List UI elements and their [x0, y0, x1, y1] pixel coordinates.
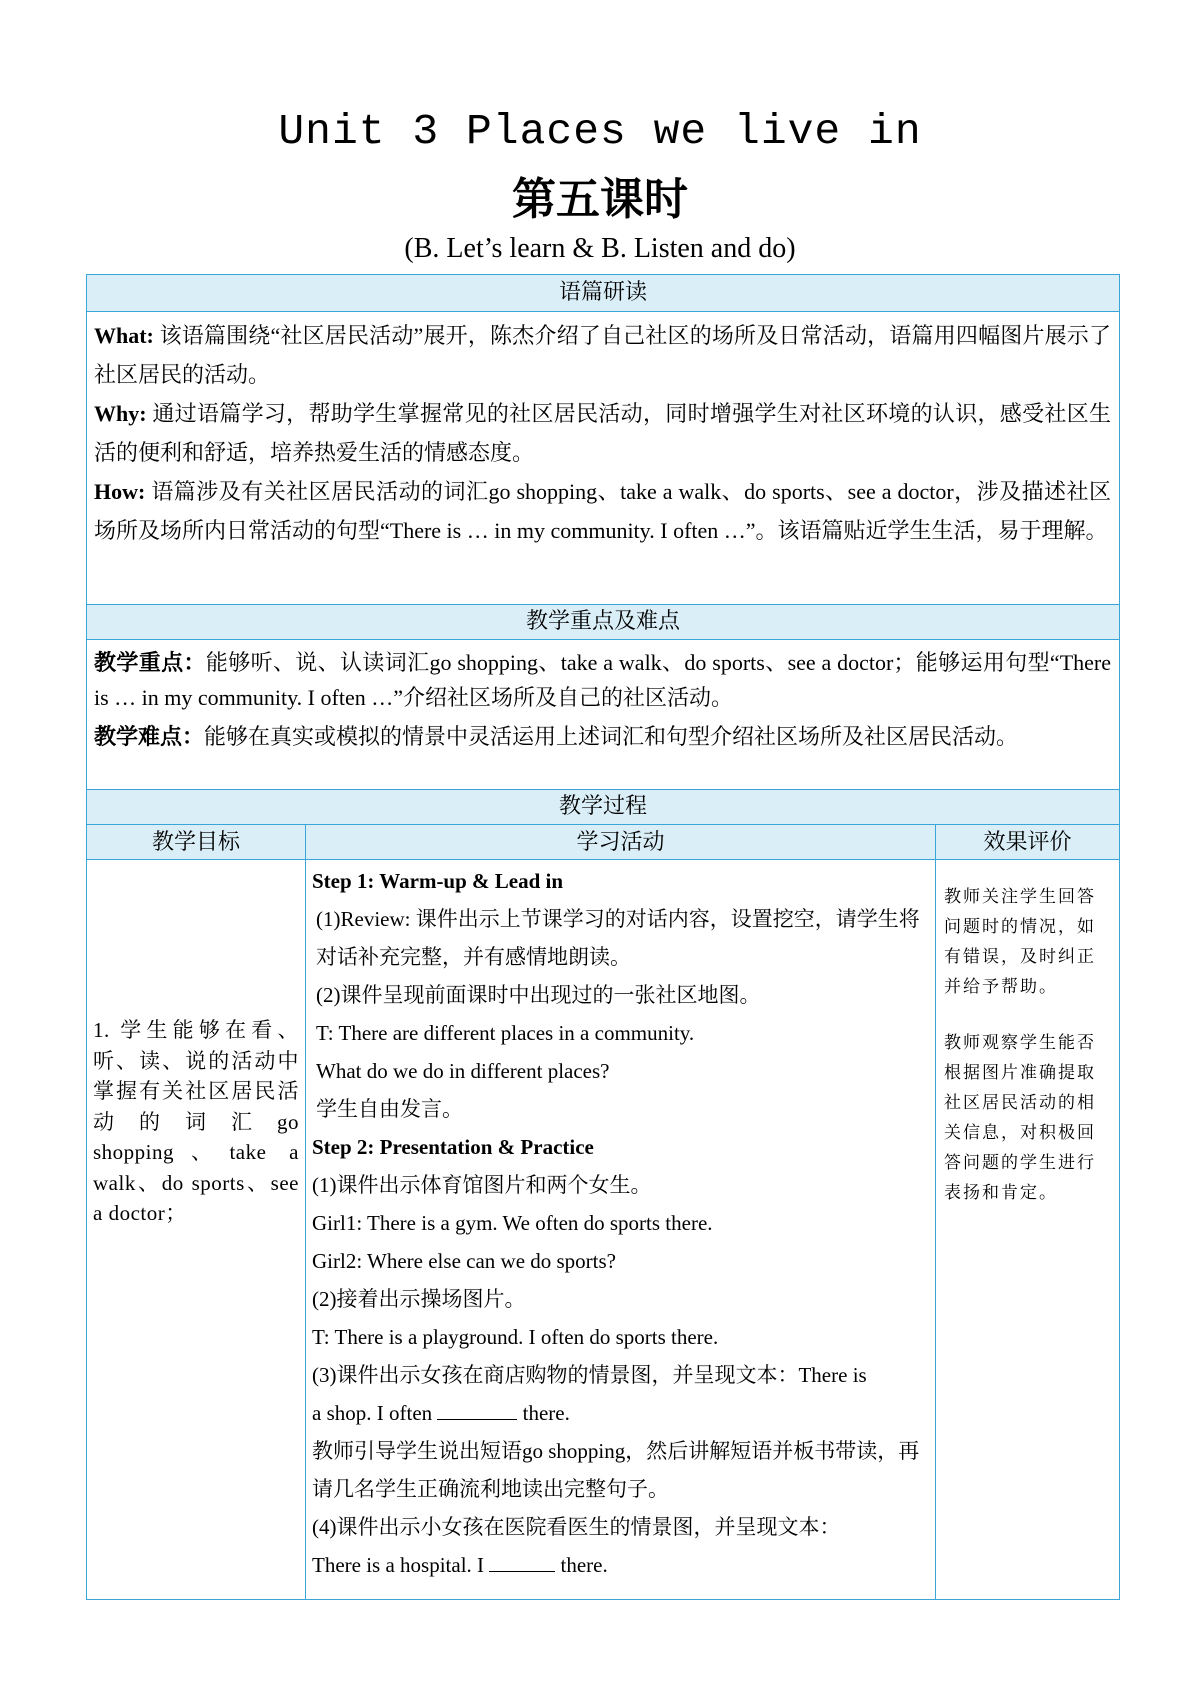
step2-title: Step 2: Presentation & Practice [312, 1135, 594, 1159]
step2-item-9-start: There is a hospital. I [312, 1553, 485, 1577]
step1-item-5: 学生自由发言。 [316, 1097, 463, 1121]
difficulty-label: 教学难点： [94, 724, 205, 749]
focus-header: 教学重点及难点 [87, 605, 1119, 640]
eval-column [936, 825, 1119, 1599]
reading-section [87, 312, 1119, 605]
why-paragraph [94, 394, 1111, 472]
eval-column-header: 效果评价 [936, 825, 1119, 860]
lesson-subtitle: (B. Let’s learn & B. Listen and do) [404, 233, 796, 264]
difficulty-paragraph [94, 719, 1111, 754]
activity-content [312, 862, 929, 1584]
step2-item-3: Girl2: Where else can we do sports? [312, 1249, 617, 1273]
step1-item-2: (2)课件呈现前面课时中出现过的一张社区地图。 [316, 983, 761, 1007]
process-header: 教学过程 [87, 790, 1119, 825]
step2-item-9-end: there. [560, 1553, 608, 1577]
step2-item-6-line2: a shop. I often [312, 1401, 433, 1425]
fill-blank [437, 1397, 517, 1420]
eval-item-1: 教师关注学生回答问题时的情况，如有错误，及时纠正并给予帮助。 [944, 887, 1096, 997]
unit-title: Unit 3 Places we live in [278, 107, 922, 156]
step2-item-9 [312, 1546, 929, 1584]
focus-section [87, 640, 1119, 790]
how-paragraph [94, 472, 1111, 550]
lesson-plan-table [86, 274, 1120, 1600]
step2-item-5: T: There is a playground. I often do sports there. [312, 1325, 719, 1349]
key-point-text: 能够听、说、认读词汇go shopping、take a walk、do sports、see a doctor；能够运用句型“There is … in my community. I often …”介绍社区场所及自己的社区活动。 [94, 650, 1111, 710]
difficulty-text: 能够在真实或模拟的情景中灵活运用上述词汇和句型介绍社区场所及社区居民活动。 [204, 724, 1019, 749]
what-label: What: [94, 323, 154, 348]
step2-item-6 [312, 1356, 929, 1432]
how-label: How: [94, 479, 146, 504]
step2-item-2: Girl1: There is a gym. We often do sports there. [312, 1211, 713, 1235]
step2-item-1: (1)课件出示体育馆图片和两个女生。 [312, 1173, 652, 1197]
how-text: 语篇涉及有关社区居民活动的词汇go shopping、take a walk、do sports、see a doctor，涉及描述社区场所及场所内日常活动的句型“There is … in my community. I often …”。该语篇贴近学生生活，易于理解。 [94, 479, 1112, 543]
key-point-label: 教学重点： [94, 650, 206, 675]
step2-item-8: (4)课件出示小女孩在医院看医生的情景图，并呈现文本： [312, 1515, 841, 1539]
step1-title: Step 1: Warm-up & Lead in [312, 869, 564, 893]
key-point-paragraph [94, 645, 1111, 715]
step1-item-1: (1)Review: 课件出示上节课学习的对话内容，设置挖空，请学生将对话补充完整，并有感情地朗读。 [316, 907, 920, 969]
step2-item-6-line1: (3)课件出示女孩在商店购物的情景图，并呈现文本：There is [312, 1363, 867, 1387]
goal-column-header: 教学目标 [87, 825, 305, 860]
step2-item-7: 教师引导学生说出短语go shopping，然后讲解短语并板书带读，再请几名学生正确流利地读出完整句子。 [312, 1439, 920, 1501]
reading-header: 语篇研读 [87, 275, 1119, 312]
why-label: Why: [94, 401, 147, 426]
eval-content [944, 882, 1113, 1208]
what-paragraph [94, 316, 1111, 394]
activity-column [306, 825, 936, 1599]
fill-blank [489, 1549, 555, 1572]
step1-item-4: What do we do in different places? [316, 1059, 610, 1083]
goal-column [87, 825, 306, 1599]
step1-item-3: T: There are different places in a community. [316, 1021, 695, 1045]
goal-text: 1. 学生能够在看、听、读、说的活动中掌握有关社区居民活动的词汇go shopping、take a walk、do sports、see a doctor； [93, 1018, 299, 1225]
eval-item-2: 教师观察学生能否根据图片准确提取社区居民活动的相关信息，对积极回答问题的学生进行表扬和肯定。 [944, 1033, 1096, 1203]
lesson-title: 第五课时 [512, 174, 688, 225]
why-text: 通过语篇学习，帮助学生掌握常见的社区居民活动，同时增强学生对社区环境的认识，感受社区生活的便利和舒适，培养热爱生活的情感态度。 [94, 401, 1111, 465]
step2-item-4: (2)接着出示操场图片。 [312, 1287, 526, 1311]
activity-column-header: 学习活动 [306, 825, 935, 860]
process-grid [87, 825, 1119, 1599]
what-text: 该语篇围绕“社区居民活动”展开，陈杰介绍了自己社区的场所及日常活动，语篇用四幅图片展示了社区居民的活动。 [94, 323, 1111, 387]
step2-item-6-end: there. [522, 1401, 570, 1425]
